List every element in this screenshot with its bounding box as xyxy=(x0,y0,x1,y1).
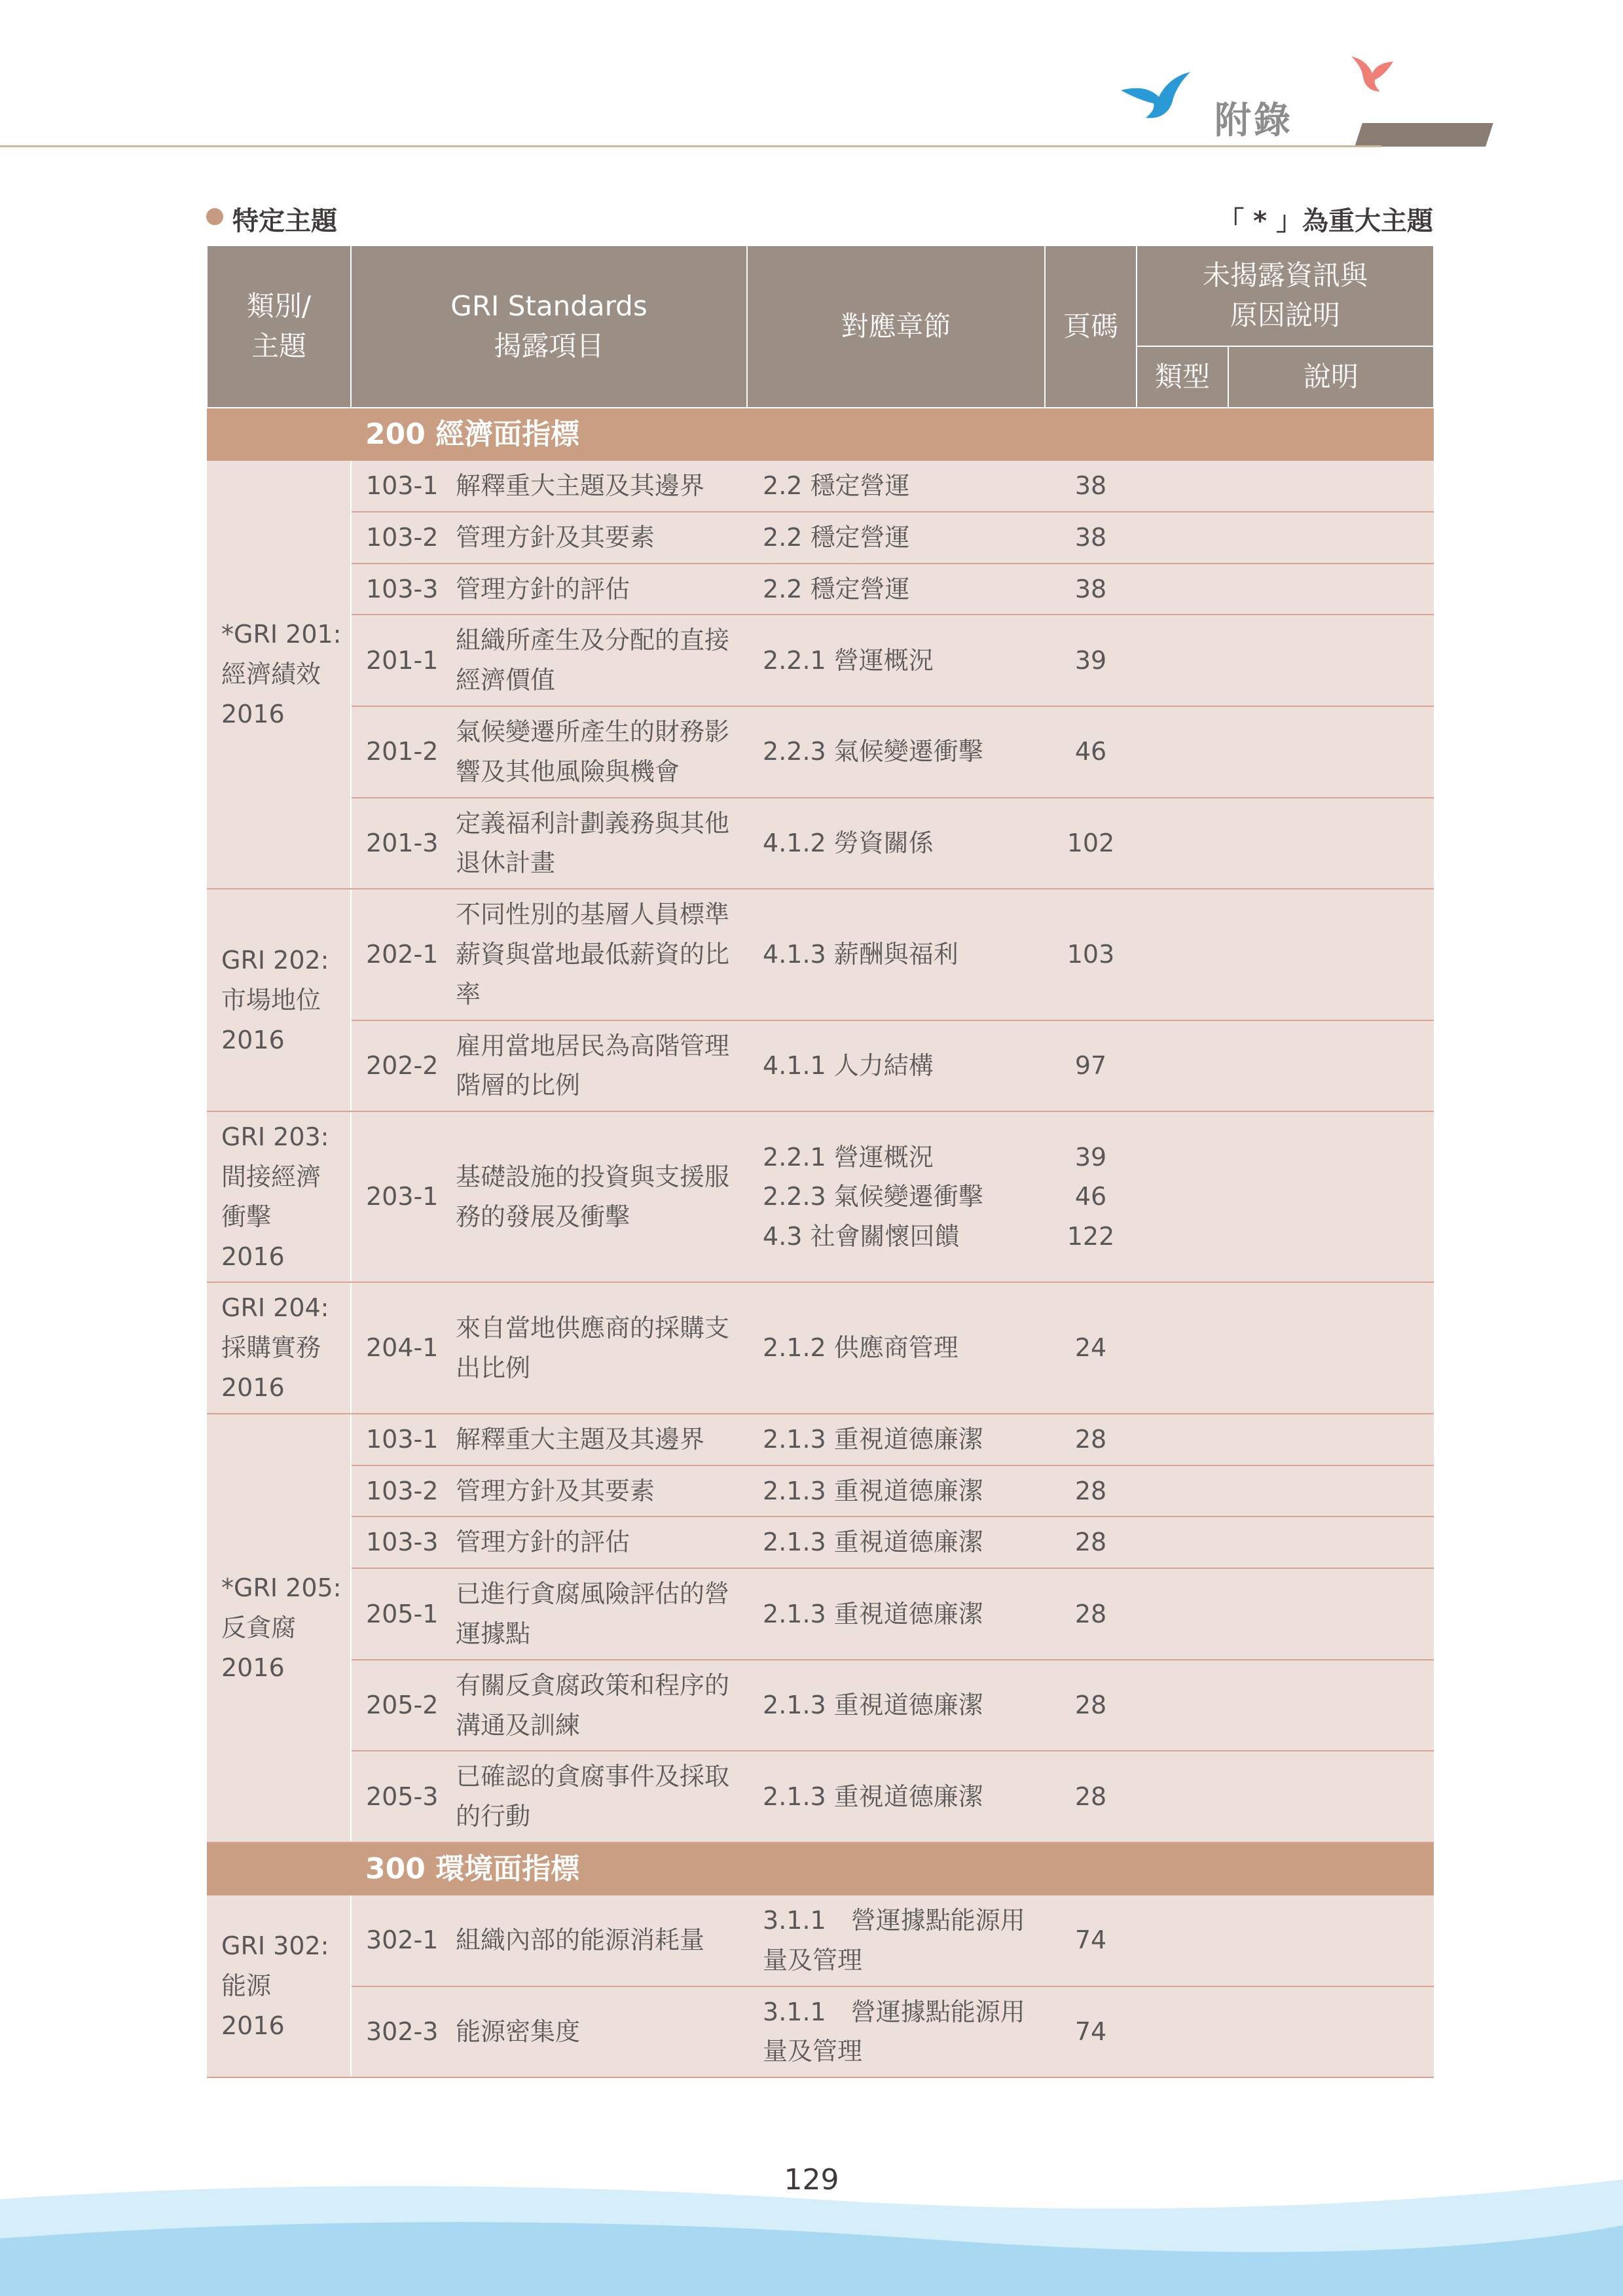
indicator-band-label: 200 經濟面指標 xyxy=(351,408,1434,461)
chapter xyxy=(763,1328,1045,1368)
table-row xyxy=(207,1465,1434,1517)
omission-type-cell xyxy=(1137,1465,1228,1517)
chapter-line: 2.1.3 重視道德廉潔 xyxy=(763,1424,983,1454)
header-rule xyxy=(0,145,1381,147)
category-label-line: GRI 204: xyxy=(221,1293,329,1323)
page-number: 129 xyxy=(784,2163,839,2197)
omission-description-cell xyxy=(1228,1111,1434,1282)
indicator-band-row xyxy=(207,1842,1434,1895)
category-label-line: GRI 203: xyxy=(221,1122,329,1152)
table-row xyxy=(207,1282,1434,1413)
table-row xyxy=(207,1895,1434,1986)
page-cell xyxy=(1045,706,1137,798)
disclosure-item: 管理方針的評估 xyxy=(456,564,747,615)
page-ref xyxy=(1045,1328,1137,1368)
disclosure-code: 103-3 xyxy=(351,564,456,615)
page-cell xyxy=(1045,512,1137,564)
omission-type-cell xyxy=(1137,1414,1228,1465)
category-label-line: 衝擊 xyxy=(221,1202,272,1231)
chapter-cell xyxy=(747,461,1045,512)
omission-description-cell xyxy=(1228,1751,1434,1842)
page-ref xyxy=(1045,518,1137,558)
omission-description-cell xyxy=(1228,706,1434,798)
category-label-line: 2016 xyxy=(221,1653,285,1682)
indicator-band-label: 300 環境面指標 xyxy=(351,1842,1434,1895)
chapter xyxy=(763,466,1045,506)
disclosure-code: 201-2 xyxy=(351,706,456,798)
category-label xyxy=(221,1926,350,2045)
omission-type-cell xyxy=(1137,615,1228,706)
category-label xyxy=(221,1568,350,1687)
disclosure-code: 103-1 xyxy=(351,461,456,512)
chapter-cell xyxy=(747,1516,1045,1568)
chapter-cell xyxy=(747,1111,1045,1282)
chapter-cell xyxy=(747,615,1045,706)
omission-type-cell xyxy=(1137,889,1228,1020)
chapter-cell xyxy=(747,706,1045,798)
category-label-line: 間接經濟 xyxy=(221,1162,321,1191)
chapter xyxy=(763,569,1045,609)
section-bar xyxy=(206,196,1433,236)
page-cell xyxy=(1045,1414,1137,1465)
category-label-line: 2016 xyxy=(221,1025,285,1054)
indicator-band-row xyxy=(207,408,1434,461)
table-row xyxy=(207,706,1434,798)
page-ref-line: 38 xyxy=(1074,522,1107,552)
category-label xyxy=(221,1288,350,1407)
page-ref-line: 103 xyxy=(1067,939,1115,969)
table-row xyxy=(207,889,1434,1020)
disclosure-code: 205-3 xyxy=(351,1751,456,1842)
header-chapter: 對應章節 xyxy=(747,246,1045,408)
omission-description-cell xyxy=(1228,1516,1434,1568)
header-tab-decoration xyxy=(1355,123,1493,147)
table-row xyxy=(207,798,1434,889)
omission-description-cell xyxy=(1228,1986,1434,2078)
page-cell xyxy=(1045,1751,1137,1842)
chapter-line: 2.2 穩定營運 xyxy=(763,574,910,603)
chapter-line: 2.1.3 重視道德廉潔 xyxy=(763,1691,983,1720)
table-row xyxy=(207,1516,1434,1568)
omission-description-cell xyxy=(1228,889,1434,1020)
page-cell xyxy=(1045,1282,1137,1413)
chapter xyxy=(763,1471,1045,1511)
page-ref-line: 28 xyxy=(1074,1528,1107,1557)
band-blank-cell xyxy=(207,1842,351,1895)
category-label xyxy=(221,1117,350,1276)
chapter-line: 2.2 穩定營運 xyxy=(763,522,910,552)
chapter-line: 3.1.1 營運據點能源用量及管理 xyxy=(763,1997,1025,2066)
disclosure-item: 定義福利計劃義務與其他退休計畫 xyxy=(456,798,747,889)
disclosure-code: 302-3 xyxy=(351,1986,456,2078)
disclosure-code: 103-3 xyxy=(351,1516,456,1568)
disclosure-item: 已確認的貪腐事件及採取的行動 xyxy=(456,1751,747,1842)
category-label-line: 採購實務 xyxy=(221,1333,321,1363)
chapter-cell xyxy=(747,1895,1045,1986)
category-cell xyxy=(207,1111,351,1282)
chapter-line: 2.2.1 營運概況 xyxy=(763,1142,934,1172)
category-label-line: *GRI 205: xyxy=(221,1573,342,1603)
table-row xyxy=(207,512,1434,564)
category-cell xyxy=(207,1282,351,1413)
chapter-line: 2.1.2 供應商管理 xyxy=(763,1333,958,1363)
table-row xyxy=(207,564,1434,615)
header-gri-standards: GRI Standards 揭露項目 xyxy=(351,246,747,408)
page-ref xyxy=(1045,1594,1137,1634)
omission-description-cell xyxy=(1228,564,1434,615)
table-row xyxy=(207,461,1434,512)
disclosure-code: 103-1 xyxy=(351,1414,456,1465)
page-ref-line: 28 xyxy=(1074,1476,1107,1505)
chapter-line: 3.1.1 營運據點能源用量及管理 xyxy=(763,1905,1025,1975)
disclosure-code: 202-2 xyxy=(351,1020,456,1112)
chapter xyxy=(763,1901,1045,1981)
chapter-cell xyxy=(747,564,1045,615)
category-label-line: GRI 302: xyxy=(221,1931,329,1961)
chapter-line: 2.2.3 氣候變遷衝擊 xyxy=(763,1182,983,1211)
disclosure-code: 204-1 xyxy=(351,1282,456,1413)
chapter xyxy=(763,641,1045,681)
omission-type-cell xyxy=(1137,1111,1228,1282)
category-label-line: 反貪腐 xyxy=(221,1613,297,1642)
page-ref-line: 74 xyxy=(1074,2017,1107,2046)
chapter-cell xyxy=(747,1660,1045,1751)
omission-description-cell xyxy=(1228,1020,1434,1112)
omission-type-cell xyxy=(1137,1568,1228,1660)
category-label-line: 能源 xyxy=(221,1971,272,2001)
page-cell xyxy=(1045,1465,1137,1517)
table-row xyxy=(207,1111,1434,1282)
table-row xyxy=(207,615,1434,706)
page-cell xyxy=(1045,889,1137,1020)
disclosure-item: 管理方針及其要素 xyxy=(456,512,747,564)
page-cell xyxy=(1045,1986,1137,2078)
table-row xyxy=(207,1751,1434,1842)
omission-description-cell xyxy=(1228,615,1434,706)
chapter-cell xyxy=(747,1568,1045,1660)
page-ref-line: 28 xyxy=(1074,1691,1107,1720)
chapter-cell xyxy=(747,1282,1045,1413)
chapter xyxy=(763,1777,1045,1817)
omission-description-cell xyxy=(1228,1568,1434,1660)
omission-type-cell xyxy=(1137,1020,1228,1112)
page-ref-line: 38 xyxy=(1074,471,1107,500)
omission-type-cell xyxy=(1137,512,1228,564)
table-row xyxy=(207,1414,1434,1465)
disclosure-item: 解釋重大主題及其邊界 xyxy=(456,1414,747,1465)
header-page: 頁碼 xyxy=(1045,246,1137,408)
category-label-line: *GRI 201: xyxy=(221,620,342,649)
page-cell xyxy=(1045,1111,1137,1282)
page-ref xyxy=(1045,1685,1137,1725)
disclosure-code: 103-2 xyxy=(351,512,456,564)
chapter xyxy=(763,935,1045,975)
disclosure-code: 205-1 xyxy=(351,1568,456,1660)
chapter-line: 2.2.1 營運概況 xyxy=(763,645,934,675)
table-row xyxy=(207,1660,1434,1751)
chapter-line: 2.1.3 重視道德廉潔 xyxy=(763,1599,983,1628)
pink-swallow-icon xyxy=(1347,55,1395,94)
page-ref xyxy=(1045,732,1137,772)
chapter xyxy=(763,1594,1045,1634)
disclosure-item: 管理方針的評估 xyxy=(456,1516,747,1568)
page-ref-line: 28 xyxy=(1074,1782,1107,1811)
chapter-line: 2.1.3 重視道德廉潔 xyxy=(763,1528,983,1557)
page-ref-line: 102 xyxy=(1067,828,1115,857)
omission-type-cell xyxy=(1137,461,1228,512)
chapter xyxy=(763,1138,1045,1257)
disclosure-code: 201-3 xyxy=(351,798,456,889)
chapter xyxy=(763,732,1045,772)
disclosure-code: 202-1 xyxy=(351,889,456,1020)
category-cell xyxy=(207,889,351,1111)
omission-description-cell xyxy=(1228,1660,1434,1751)
page-ref xyxy=(1045,641,1137,681)
gri-index-table xyxy=(206,246,1434,2078)
chapter-line: 4.1.3 薪酬與福利 xyxy=(763,939,958,969)
omission-type-cell xyxy=(1137,1660,1228,1751)
disclosure-code: 205-2 xyxy=(351,1660,456,1751)
chapter xyxy=(763,823,1045,863)
page-cell xyxy=(1045,461,1137,512)
chapter xyxy=(763,1685,1045,1725)
page-ref-line: 46 xyxy=(1074,1182,1107,1211)
bullet-dot-icon xyxy=(206,208,223,225)
page-ref xyxy=(1045,1138,1137,1257)
chapter-cell xyxy=(747,1465,1045,1517)
page-ref xyxy=(1045,466,1137,506)
table-row xyxy=(207,1986,1434,2078)
disclosure-item: 解釋重大主題及其邊界 xyxy=(456,461,747,512)
page-ref-line: 24 xyxy=(1074,1333,1107,1363)
category-label-line: 市場地位 xyxy=(221,985,321,1014)
chapter-line: 2.1.3 重視道德廉潔 xyxy=(763,1782,983,1811)
page-ref-line: 122 xyxy=(1067,1222,1115,1251)
chapter-cell xyxy=(747,512,1045,564)
omission-description-cell xyxy=(1228,1465,1434,1517)
disclosure-item: 有關反貪腐政策和程序的溝通及訓練 xyxy=(456,1660,747,1751)
page-ref-line: 97 xyxy=(1074,1050,1107,1080)
omission-type-cell xyxy=(1137,798,1228,889)
page-ref xyxy=(1045,1046,1137,1086)
section-label: 特定主題 xyxy=(232,206,337,236)
page-header-title: 附錄 xyxy=(1214,99,1293,142)
category-label-line: 經濟績效 xyxy=(221,660,321,689)
omission-description-cell xyxy=(1228,1282,1434,1413)
omission-type-cell xyxy=(1137,1751,1228,1842)
disclosure-code: 103-2 xyxy=(351,1465,456,1517)
category-cell xyxy=(207,1895,351,2077)
omission-description-cell xyxy=(1228,461,1434,512)
omission-description-cell xyxy=(1228,1414,1434,1465)
page-cell xyxy=(1045,1895,1137,1986)
omission-type-cell xyxy=(1137,706,1228,798)
chapter xyxy=(763,518,1045,558)
omission-description-cell xyxy=(1228,512,1434,564)
blue-swallow-icon xyxy=(1120,71,1192,123)
page-ref xyxy=(1045,935,1137,975)
header-omission-type: 類型 xyxy=(1137,346,1228,408)
disclosure-item: 雇用當地居民為高階管理階層的比例 xyxy=(456,1020,747,1112)
page-cell xyxy=(1045,1660,1137,1751)
disclosure-item: 組織所產生及分配的直接經濟價值 xyxy=(456,615,747,706)
chapter-cell xyxy=(747,889,1045,1020)
chapter-line: 4.3 社會關懷回饋 xyxy=(763,1222,960,1251)
page-ref xyxy=(1045,1420,1137,1460)
omission-description-cell xyxy=(1228,1895,1434,1986)
category-label xyxy=(221,941,350,1060)
page-cell xyxy=(1045,1516,1137,1568)
category-label-line: 2016 xyxy=(221,1372,285,1402)
chapter-cell xyxy=(747,1414,1045,1465)
page-ref-line: 28 xyxy=(1074,1599,1107,1628)
disclosure-code: 203-1 xyxy=(351,1111,456,1282)
page-ref xyxy=(1045,2012,1137,2052)
chapter-line: 2.2 穩定營運 xyxy=(763,471,910,500)
category-label-line: 2016 xyxy=(221,2011,285,2040)
chapter-cell xyxy=(747,798,1045,889)
disclosure-code: 302-1 xyxy=(351,1895,456,1986)
omission-type-cell xyxy=(1137,1282,1228,1413)
disclosure-item: 已進行貪腐風險評估的營運據點 xyxy=(456,1568,747,1660)
chapter-cell xyxy=(747,1986,1045,2078)
page-ref-line: 39 xyxy=(1074,645,1107,675)
omission-type-cell xyxy=(1137,564,1228,615)
category-label-line: 2016 xyxy=(221,699,285,728)
chapter xyxy=(763,1046,1045,1086)
omission-type-cell xyxy=(1137,1986,1228,2078)
page-ref xyxy=(1045,1920,1137,1960)
table-row xyxy=(207,1020,1434,1112)
disclosure-item: 管理方針及其要素 xyxy=(456,1465,747,1517)
table-row xyxy=(207,1568,1434,1660)
header-category: 類別/ 主題 xyxy=(207,246,351,408)
disclosure-item: 能源密集度 xyxy=(456,1986,747,2078)
category-cell xyxy=(207,1414,351,1842)
disclosure-code: 201-1 xyxy=(351,615,456,706)
omission-type-cell xyxy=(1137,1516,1228,1568)
disclosure-item: 不同性別的基層人員標準薪資與當地最低薪資的比率 xyxy=(456,889,747,1020)
page-ref-line: 39 xyxy=(1074,1142,1107,1172)
chapter xyxy=(763,1420,1045,1460)
page-ref xyxy=(1045,1777,1137,1817)
disclosure-item: 氣候變遷所產生的財務影響及其他風險與機會 xyxy=(456,706,747,798)
page-ref-line: 38 xyxy=(1074,574,1107,603)
page-cell xyxy=(1045,1568,1137,1660)
page-cell xyxy=(1045,798,1137,889)
chapter-line: 2.2.3 氣候變遷衝擊 xyxy=(763,737,983,766)
chapter-line: 2.1.3 重視道德廉潔 xyxy=(763,1476,983,1505)
chapter xyxy=(763,1992,1045,2072)
page-cell xyxy=(1045,615,1137,706)
chapter-line: 4.1.1 人力結構 xyxy=(763,1050,934,1080)
page-ref-line: 28 xyxy=(1074,1424,1107,1454)
page-ref-line: 74 xyxy=(1074,1926,1107,1955)
material-topic-note: 「 * 」為重大主題 xyxy=(1218,206,1433,236)
page-cell xyxy=(1045,564,1137,615)
category-label-line: GRI 202: xyxy=(221,945,329,975)
page-ref xyxy=(1045,569,1137,609)
chapter-cell xyxy=(747,1020,1045,1112)
omission-type-cell xyxy=(1137,1895,1228,1986)
category-cell xyxy=(207,461,351,889)
gri-table-body xyxy=(207,408,1434,2077)
disclosure-item: 基礎設施的投資與支援服務的發展及衝擊 xyxy=(456,1111,747,1282)
chapter-cell xyxy=(747,1751,1045,1842)
category-label xyxy=(221,615,350,734)
omission-description-cell xyxy=(1228,798,1434,889)
disclosure-item: 組織內部的能源消耗量 xyxy=(456,1895,747,1986)
page-ref xyxy=(1045,1522,1137,1562)
chapter xyxy=(763,1522,1045,1562)
page-ref xyxy=(1045,1471,1137,1511)
header-omission: 未揭露資訊與 原因說明 xyxy=(1137,246,1434,346)
page-ref xyxy=(1045,823,1137,863)
band-blank-cell xyxy=(207,408,351,461)
header-omission-description: 說明 xyxy=(1228,346,1434,408)
chapter-line: 4.1.2 勞資關係 xyxy=(763,828,934,857)
category-label-line: 2016 xyxy=(221,1242,285,1271)
page-ref-line: 46 xyxy=(1074,737,1107,766)
disclosure-item: 來自當地供應商的採購支出比例 xyxy=(456,1282,747,1413)
page-cell xyxy=(1045,1020,1137,1112)
